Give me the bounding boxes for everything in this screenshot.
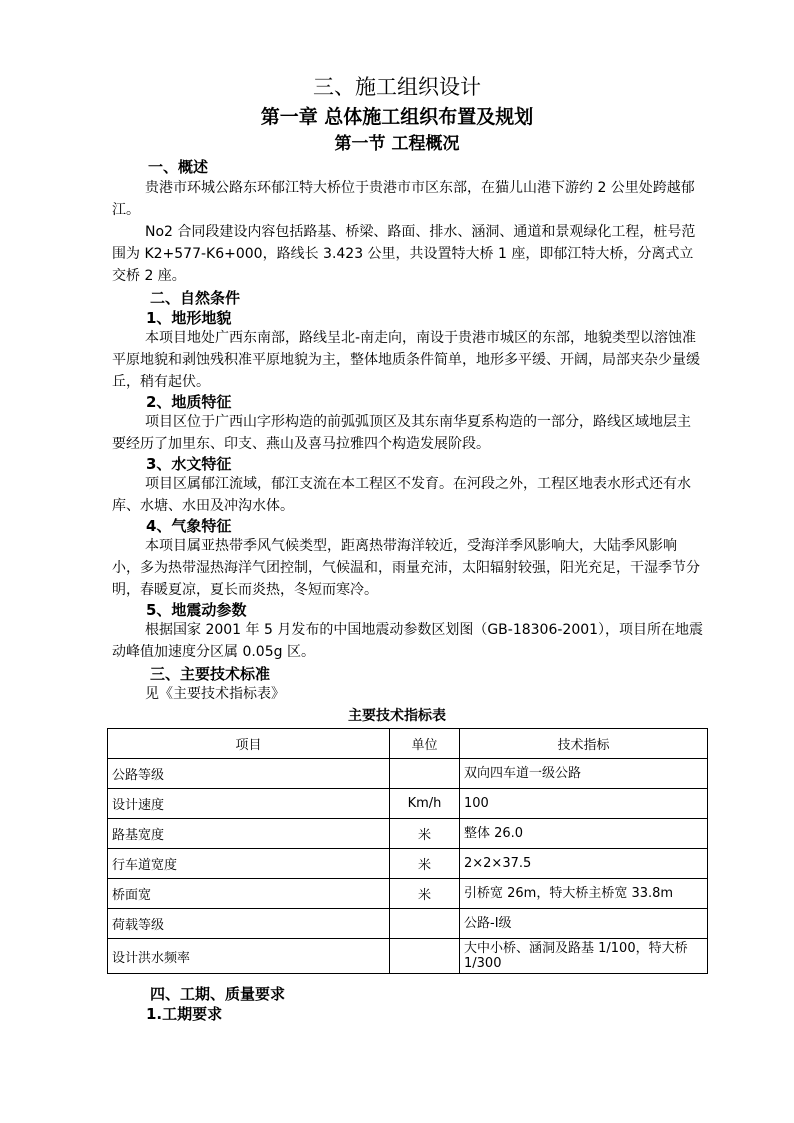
column-header-spec: 技术指标 — [460, 729, 708, 759]
table-row — [108, 759, 708, 789]
document-title: 三、施工组织设计 — [313, 75, 481, 99]
standards-heading: 三、主要技术标准 — [150, 665, 271, 683]
row-item: 桥面宽 — [108, 879, 390, 909]
row-item: 路基宽度 — [108, 819, 390, 849]
geology-heading: 2、地质特征 — [146, 393, 232, 411]
climate-heading: 4、气象特征 — [146, 517, 232, 535]
geology-paragraph: 项目区位于广西山字形构造的前弧弧顶区及其东南华夏系构造的一部分，路线区域地层主要经历了加里东、印支、燕山及喜马拉雅四个构造发展阶段。 — [112, 414, 691, 452]
schedule-subheading: 1.工期要求 — [146, 1005, 223, 1023]
row-item: 设计洪水频率 — [108, 939, 390, 974]
row-unit: Km/h — [390, 789, 460, 819]
column-header-item: 项目 — [108, 729, 390, 759]
row-spec: 整体 26.0 — [460, 819, 708, 849]
row-unit: 米 — [390, 819, 460, 849]
overview-paragraph-1: 贵港市环城公路东环郁江特大桥位于贵港市市区东部，在猫儿山港下游约 2 公里处跨越郁江。 — [112, 180, 695, 218]
row-unit — [390, 909, 460, 939]
row-spec: 100 — [460, 789, 708, 819]
schedule-quality-heading: 四、工期、质量要求 — [150, 985, 286, 1003]
hydrology-heading: 3、水文特征 — [146, 455, 232, 473]
table-row — [108, 789, 708, 819]
table-row — [108, 849, 708, 879]
seismic-paragraph: 根据国家 2001 年 5 月发布的中国地震动参数区划图（GB-18306-2001），项目所在地震动峰值加速度分区属 0.05g 区。 — [112, 622, 704, 660]
climate-paragraph: 本项目属亚热带季风气候类型，距离热带海洋较近，受海洋季风影响大，大陆季风影响小，多为热带湿热海洋气团控制，气候温和，雨量充沛，太阳辐射较强，阳光充足，干湿季节分明，春暖夏凉，夏长而炎热，冬短而寒冷。 — [112, 538, 700, 598]
table-row — [108, 879, 708, 909]
table-row — [108, 939, 708, 974]
row-item: 设计速度 — [108, 789, 390, 819]
row-item: 荷载等级 — [108, 909, 390, 939]
hydrology-paragraph: 项目区属郁江流域，郁江支流在本工程区不发育。在河段之外，工程区地表水形式还有水库、水塘、水田及冲沟水体。 — [112, 476, 691, 514]
technical-standards-table — [107, 728, 708, 974]
chapter-title: 第一章 总体施工组织布置及规划 — [260, 106, 534, 128]
seismic-heading: 5、地震动参数 — [146, 601, 247, 619]
row-item: 行车道宽度 — [108, 849, 390, 879]
row-unit: 米 — [390, 879, 460, 909]
standards-reference: 见《主要技术指标表》 — [145, 686, 285, 702]
table-header-row — [108, 729, 708, 759]
terrain-paragraph: 本项目地处广西东南部，路线呈北-南走向，南设于贵港市城区的东部，地貌类型以溶蚀准平原地貌和剥蚀残积准平原地貌为主，整体地质条件简单，地形多平缓、开阔，局部夹杂少量缓丘，稍有起伏。 — [112, 330, 700, 390]
overview-paragraph-2: No2 合同段建设内容包括路基、桥梁、路面、排水、涵洞、通道和景观绿化工程，桩号范围为 K2+577-K6+000，路线长 3.423 公里，共设置特大桥 1 座，即郁江特大桥，分离式立交桥 2 座。 — [112, 224, 696, 284]
row-unit: 米 — [390, 849, 460, 879]
section-title: 第一节 工程概况 — [334, 134, 460, 154]
row-spec: 双向四车道一级公路 — [460, 759, 708, 789]
row-spec: 2×2×37.5 — [460, 849, 708, 879]
row-unit — [390, 939, 460, 974]
row-spec: 大中小桥、涵洞及路基 1/100，特大桥 1/300 — [460, 939, 708, 974]
table-row — [108, 819, 708, 849]
terrain-heading: 1、地形地貌 — [146, 309, 232, 327]
overview-heading: 一、概述 — [148, 158, 209, 176]
table-title: 主要技术指标表 — [348, 708, 446, 724]
row-unit — [390, 759, 460, 789]
row-spec: 公路-Ⅰ级 — [460, 909, 708, 939]
natural-conditions-heading: 二、自然条件 — [150, 289, 241, 307]
row-spec: 引桥宽 26m，特大桥主桥宽 33.8m — [460, 879, 708, 909]
table-row — [108, 909, 708, 939]
row-item: 公路等级 — [108, 759, 390, 789]
column-header-unit: 单位 — [390, 729, 460, 759]
